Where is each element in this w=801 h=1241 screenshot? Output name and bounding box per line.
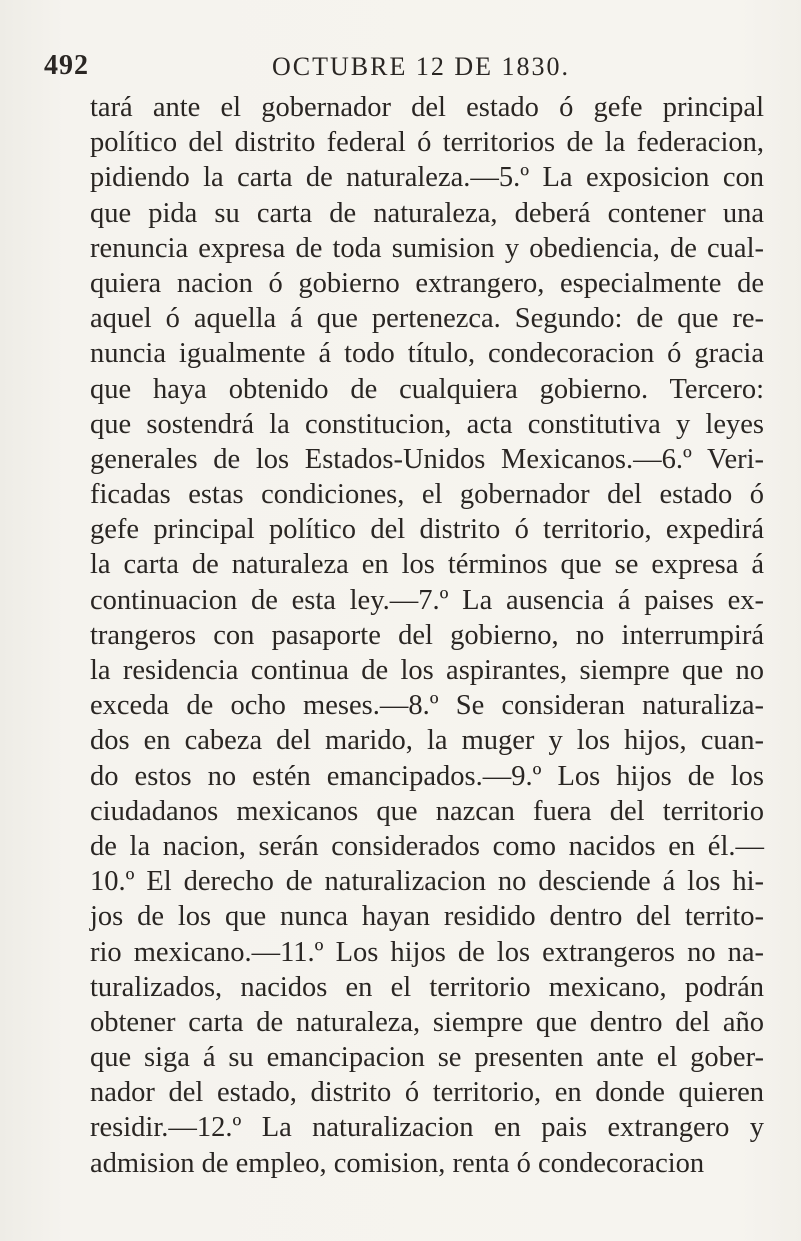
text-line: que haya obtenido de cualquiera gobierno. Tercero: xyxy=(90,373,764,405)
text-line: turalizados, nacidos en el territorio mexicano, podrán xyxy=(90,971,764,1003)
running-head: OCTUBRE 12 DE 1830. xyxy=(272,52,570,81)
text-line: quiera nacion ó gobierno extrangero, especialmente de xyxy=(90,267,764,299)
text-line: que pida su carta de naturaleza, deberá contener una xyxy=(90,197,764,229)
text-line: continuacion de esta ley.—7.º La ausencia á paises ex- xyxy=(90,584,764,616)
text-line: de la nacion, serán considerados como nacidos en él.— xyxy=(90,830,764,862)
text-line: renuncia expresa de toda sumision y obediencia, de cual- xyxy=(90,232,764,264)
text-line: nador del estado, distrito ó territorio, en donde quieren xyxy=(90,1077,764,1109)
text-line: la carta de naturaleza en los términos que se expresa á xyxy=(90,549,764,581)
text-line: exceda de ocho meses.—8.º Se consideran naturaliza- xyxy=(90,690,764,722)
page-number: 492 xyxy=(44,50,89,81)
text-line: que siga á su emancipacion se presenten ante el gober- xyxy=(90,1042,764,1074)
page-header xyxy=(44,50,750,90)
text-line: jos de los que nunca hayan residido dentro del territo- xyxy=(90,901,764,933)
text-line: ciudadanos mexicanos que nazcan fuera del territorio xyxy=(90,795,764,827)
text-line: aquel ó aquella á que pertenezca. Segundo: de que re- xyxy=(90,303,764,335)
text-line: político del distrito federal ó territorios de la federacion, xyxy=(90,127,764,159)
text-line: nuncia igualmente á todo título, condecoracion ó gracia xyxy=(90,338,764,370)
text-line: pidiendo la carta de naturaleza.—5.º La exposicion con xyxy=(90,162,764,194)
text-line: tará ante el gobernador del estado ó gefe principal xyxy=(90,92,764,123)
text-line: residir.—12.º La naturalizacion en pais extrangero y xyxy=(90,1112,764,1144)
text-line: gefe principal político del distrito ó territorio, expedirá xyxy=(90,514,764,546)
text-line: rio mexicano.—11.º Los hijos de los extrangeros no na- xyxy=(90,936,764,968)
text-line: ficadas estas condiciones, el gobernador del estado ó xyxy=(90,479,764,511)
text-line: trangeros con pasaporte del gobierno, no interrumpirá xyxy=(90,619,764,651)
text-line: generales de los Estados-Unidos Mexicanos.—6.º Veri- xyxy=(90,443,764,475)
text-line: admision de empleo, comision, renta ó condecoracion xyxy=(90,1147,705,1179)
body-text xyxy=(90,90,764,1181)
text-line: que sostendrá la constitucion, acta constitutiva y leyes xyxy=(90,408,764,440)
text-line: la residencia continua de los aspirantes, siempre que no xyxy=(90,655,764,686)
text-line: dos en cabeza del marido, la muger y los hijos, cuan- xyxy=(90,725,764,757)
text-line: obtener carta de naturaleza, siempre que dentro del año xyxy=(90,1006,764,1038)
text-line: 10.º El derecho de naturalizacion no desciende á los hi- xyxy=(90,866,764,898)
text-line: do estos no estén emancipados.—9.º Los hijos de los xyxy=(90,760,764,792)
